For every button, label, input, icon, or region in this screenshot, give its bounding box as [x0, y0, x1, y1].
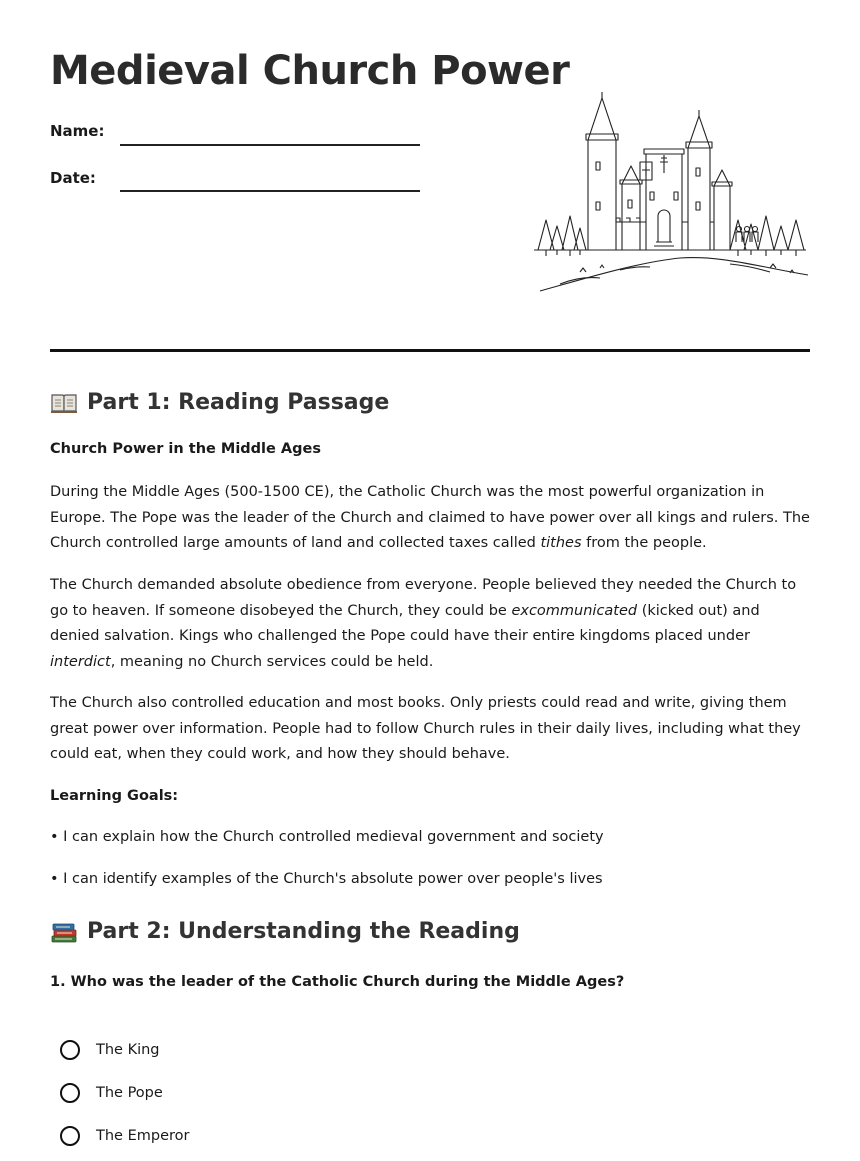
option-label: The Pope: [96, 1085, 163, 1101]
name-label: Name:: [50, 122, 105, 140]
page-title: Medieval Church Power: [50, 48, 570, 94]
learning-goal-2: • I can identify examples of the Church's absolute power over people's lives: [50, 871, 603, 887]
name-field: [50, 122, 104, 140]
answer-option-king[interactable]: [60, 1040, 160, 1060]
passage-paragraph-2: The Church demanded absolute obedience from everyone. People believed they needed the Church to go to heaven. If someone disobeyed the Church, they could be excommunicated (kicked out) and denied salvation. Kings who challenged the Pope could have their entire kingdoms placed under interdict, meaning no Church services could be held.: [50, 577, 797, 670]
radio-button[interactable]: [60, 1083, 80, 1103]
answer-option-emperor[interactable]: [60, 1126, 189, 1146]
date-field: [50, 169, 96, 187]
passage-subtitle: Church Power in the Middle Ages: [50, 441, 321, 457]
date-label: Date:: [50, 169, 96, 187]
date-input-line[interactable]: [120, 190, 420, 192]
radio-button[interactable]: [60, 1126, 80, 1146]
open-book-icon: [50, 391, 78, 415]
part1-heading-text: Part 1: Reading Passage: [87, 390, 390, 415]
learning-goal-1: • I can explain how the Church controlled medieval government and society: [50, 829, 604, 845]
option-label: The Emperor: [96, 1128, 190, 1144]
header-divider: [50, 349, 810, 352]
name-input-line[interactable]: [120, 144, 420, 146]
answer-option-pope[interactable]: [60, 1083, 163, 1103]
radio-button[interactable]: [60, 1040, 80, 1060]
books-icon: [50, 920, 78, 944]
option-label: The King: [96, 1042, 160, 1058]
learning-goals-title: Learning Goals:: [50, 788, 179, 804]
part2-heading-text: Part 2: Understanding the Reading: [87, 919, 520, 944]
part1-heading: [50, 390, 389, 415]
passage-paragraph-3: The Church also controlled education and most books. Only priests could read and write, giving them great power over information. People had to follow Church rules in their daily lives, including what they could eat, when they could work, and how they should behave.: [50, 695, 801, 763]
castle-illustration: [530, 92, 810, 298]
part2-heading: [50, 919, 520, 944]
passage-paragraph-1: During the Middle Ages (500-1500 CE), the Catholic Church was the most powerful organization in Europe. The Pope was the leader of the Church and claimed to have power over all kings and rulers. The Church controlled large amounts of land and collected taxes called tithes from the people.: [50, 484, 810, 552]
question-1: 1. Who was the leader of the Catholic Church during the Middle Ages?: [50, 974, 625, 990]
